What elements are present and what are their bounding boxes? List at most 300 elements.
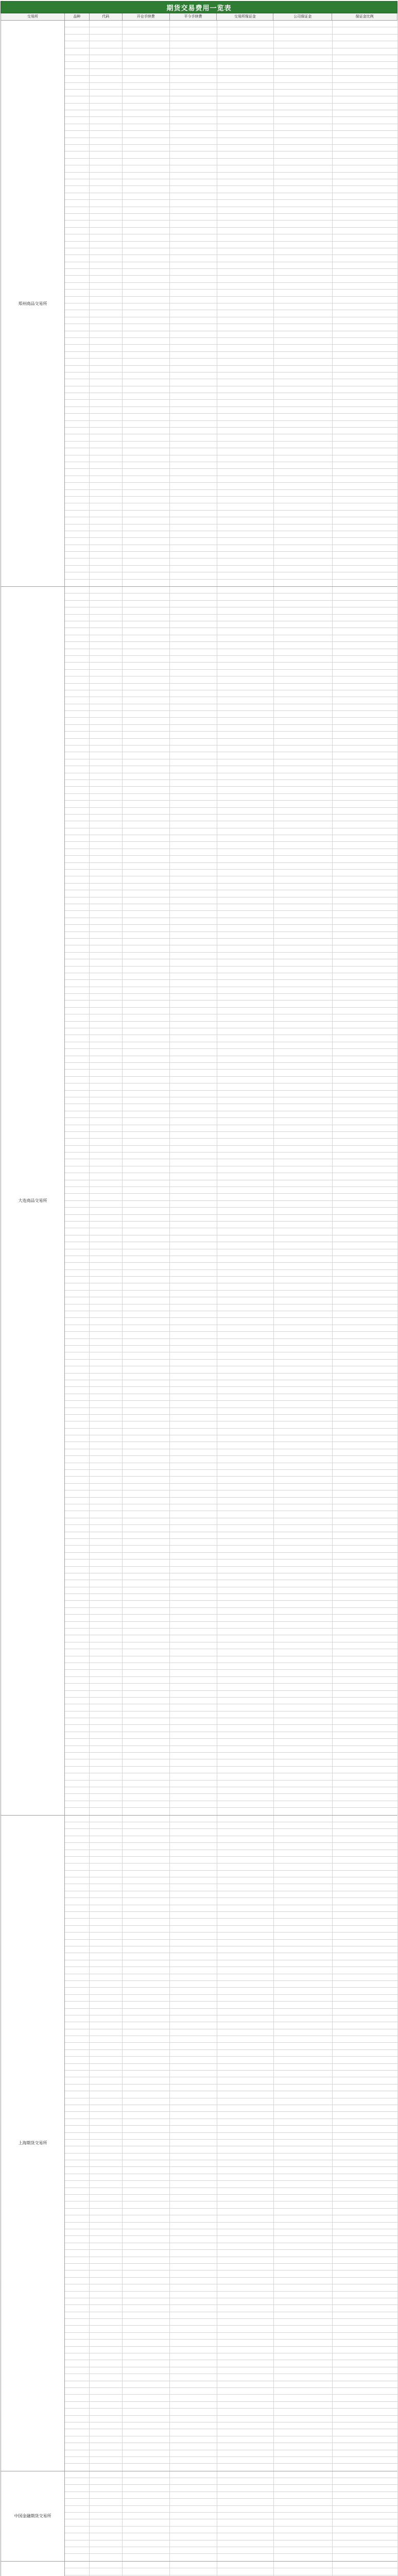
table-row — [65, 1014, 398, 1021]
cell-fee-close-today — [170, 2050, 217, 2056]
cell-product — [65, 1953, 90, 1959]
cell-fee-open — [123, 1104, 170, 1110]
cell-fee-open — [123, 2105, 170, 2111]
cell-fee-close-today — [170, 801, 217, 807]
cell-product — [65, 994, 90, 1000]
cell-margin-rate — [333, 1394, 398, 1400]
cell-margin-rate — [333, 766, 398, 772]
cell-fee-open — [123, 1297, 170, 1303]
cell-margin-rate — [333, 615, 398, 621]
cell-fee-open — [123, 870, 170, 876]
cell-margin-rate — [333, 1898, 398, 1904]
cell-product — [65, 2374, 90, 2380]
cell-margin-company — [274, 331, 333, 337]
cell-fee-open — [123, 2264, 170, 2270]
cell-margin-exchange — [217, 2513, 274, 2519]
cell-margin-company — [274, 317, 333, 324]
cell-margin-rate — [333, 656, 398, 662]
cell-margin-exchange — [217, 255, 274, 261]
cell-margin-company — [274, 739, 333, 745]
cell-fee-open — [123, 255, 170, 261]
cell-margin-rate — [333, 1097, 398, 1104]
table-row — [65, 1374, 398, 1380]
table-row — [65, 145, 398, 151]
cell-margin-exchange — [217, 1097, 274, 1104]
cell-margin-exchange — [217, 690, 274, 697]
cell-margin-rate — [333, 1449, 398, 1455]
cell-margin-exchange — [217, 1001, 274, 1007]
cell-product — [65, 2002, 90, 2008]
cell-fee-open — [123, 476, 170, 482]
cell-product — [65, 297, 90, 303]
cell-fee-open — [123, 1194, 170, 1200]
cell-margin-company — [274, 2292, 333, 2298]
cell-product — [65, 2367, 90, 2374]
cell-margin-exchange — [217, 2443, 274, 2449]
cell-margin-exchange — [217, 1711, 274, 1718]
cell-fee-open — [123, 2547, 170, 2553]
cell-fee-open — [123, 242, 170, 248]
cell-fee-open — [123, 2298, 170, 2304]
cell-margin-company — [274, 1808, 333, 1815]
table-row — [65, 442, 398, 448]
table-row — [65, 165, 398, 172]
cell-product — [65, 890, 90, 896]
cell-fee-close-today — [170, 1449, 217, 1455]
cell-margin-company — [274, 2395, 333, 2401]
cell-margin-company — [274, 1698, 333, 1704]
cell-fee-open — [123, 2257, 170, 2263]
cell-product — [65, 2057, 90, 2063]
cell-margin-company — [274, 2036, 333, 2042]
cell-margin-company — [274, 1518, 333, 1524]
cell-code — [90, 1277, 123, 1283]
cell-fee-open — [123, 421, 170, 427]
table-row — [65, 2223, 398, 2229]
cell-code — [90, 580, 123, 586]
cell-fee-close-today — [170, 2215, 217, 2222]
cell-margin-exchange — [217, 863, 274, 869]
cell-margin-exchange — [217, 1759, 274, 1766]
cell-margin-company — [274, 2167, 333, 2173]
cell-margin-rate — [333, 1035, 398, 1041]
cell-margin-exchange — [217, 1484, 274, 1490]
cell-code — [90, 725, 123, 731]
cell-margin-rate — [333, 1940, 398, 1946]
cell-fee-close-today — [170, 159, 217, 165]
table-row — [65, 1794, 398, 1801]
cell-fee-open — [123, 62, 170, 68]
table-row — [65, 2319, 398, 2326]
cell-code — [90, 2409, 123, 2415]
cell-margin-rate — [333, 663, 398, 669]
cell-fee-open — [123, 739, 170, 745]
table-row — [65, 476, 398, 483]
cell-fee-close-today — [170, 193, 217, 199]
cell-margin-company — [274, 1891, 333, 1897]
cell-fee-open — [123, 601, 170, 607]
cell-margin-company — [274, 228, 333, 234]
table-row — [65, 711, 398, 718]
cell-fee-open — [123, 83, 170, 89]
cell-margin-rate — [333, 234, 398, 241]
cell-fee-close-today — [170, 1759, 217, 1766]
cell-fee-open — [123, 2367, 170, 2374]
table-row — [65, 2036, 398, 2043]
cell-product — [65, 1228, 90, 1234]
cell-code — [90, 2257, 123, 2263]
cell-fee-open — [123, 759, 170, 766]
cell-margin-exchange — [217, 2015, 274, 2022]
table-row — [65, 1346, 398, 1352]
table-row — [65, 228, 398, 234]
table-row — [65, 2250, 398, 2257]
cell-product — [65, 2112, 90, 2118]
cell-product — [65, 835, 90, 841]
table-row — [65, 1663, 398, 1670]
cell-product — [65, 2478, 90, 2484]
cell-product — [65, 317, 90, 324]
cell-fee-open — [123, 2429, 170, 2435]
table-row — [65, 697, 398, 704]
cell-code — [90, 1394, 123, 1400]
cell-product — [65, 1449, 90, 1455]
cell-margin-rate — [333, 1926, 398, 1932]
cell-product — [65, 945, 90, 952]
cell-fee-close-today — [170, 628, 217, 634]
table-row — [65, 1352, 398, 1359]
table-row — [65, 849, 398, 856]
cell-fee-close-today — [170, 987, 217, 993]
cell-product — [65, 925, 90, 931]
cell-margin-exchange — [217, 1995, 274, 2001]
cell-margin-exchange — [217, 2029, 274, 2036]
cell-product — [65, 615, 90, 621]
cell-product — [65, 704, 90, 710]
cell-fee-close-today — [170, 2519, 217, 2526]
cell-fee-open — [123, 1201, 170, 1207]
cell-fee-open — [123, 490, 170, 496]
table-row — [65, 90, 398, 96]
cell-fee-open — [123, 1794, 170, 1800]
cell-product — [65, 732, 90, 738]
cell-fee-open — [123, 1049, 170, 1055]
cell-margin-exchange — [217, 2098, 274, 2105]
cell-product — [65, 1539, 90, 1545]
cell-code — [90, 352, 123, 358]
cell-product — [65, 242, 90, 248]
cell-code — [90, 1739, 123, 1745]
cell-product — [65, 870, 90, 876]
cell-margin-company — [274, 1014, 333, 1021]
cell-product — [65, 55, 90, 61]
cell-margin-exchange — [217, 2326, 274, 2332]
cell-product — [65, 21, 90, 27]
cell-margin-company — [274, 1208, 333, 1214]
cell-fee-close-today — [170, 808, 217, 814]
cell-fee-open — [123, 269, 170, 275]
cell-margin-company — [274, 428, 333, 434]
cell-margin-rate — [333, 1884, 398, 1890]
cell-margin-company — [274, 656, 333, 662]
cell-fee-close-today — [170, 200, 217, 206]
cell-fee-open — [123, 1028, 170, 1035]
cell-fee-open — [123, 1380, 170, 1386]
cell-product — [65, 359, 90, 365]
cell-fee-open — [123, 400, 170, 406]
cell-margin-rate — [333, 221, 398, 227]
cell-fee-open — [123, 1995, 170, 2001]
cell-code — [90, 27, 123, 33]
cell-product — [65, 2443, 90, 2449]
cell-margin-rate — [333, 2527, 398, 2533]
cell-margin-rate — [333, 1511, 398, 1517]
cell-margin-rate — [333, 1374, 398, 1380]
cell-margin-rate — [333, 2347, 398, 2353]
cell-margin-rate — [333, 676, 398, 683]
cell-fee-open — [123, 2485, 170, 2491]
cell-fee-close-today — [170, 2326, 217, 2332]
cell-product — [65, 676, 90, 683]
cell-product — [65, 338, 90, 344]
cell-code — [90, 973, 123, 979]
cell-fee-open — [123, 538, 170, 544]
cell-fee-close-today — [170, 1732, 217, 1738]
cell-margin-company — [274, 324, 333, 330]
cell-code — [90, 1166, 123, 1173]
cell-margin-company — [274, 1759, 333, 1766]
cell-margin-rate — [333, 939, 398, 945]
cell-margin-exchange — [217, 932, 274, 938]
cell-fee-open — [123, 2140, 170, 2146]
cell-margin-rate — [333, 973, 398, 979]
cell-margin-rate — [333, 331, 398, 337]
table-row — [65, 876, 398, 883]
cell-margin-rate — [333, 2250, 398, 2256]
table-row — [65, 1933, 398, 1939]
cell-product — [65, 1871, 90, 1877]
table-row — [65, 2015, 398, 2022]
cell-margin-exchange — [217, 2298, 274, 2304]
cell-margin-exchange — [217, 732, 274, 738]
cell-margin-rate — [333, 324, 398, 330]
cell-margin-company — [274, 725, 333, 731]
table-row — [65, 1146, 398, 1153]
cell-code — [90, 2146, 123, 2153]
cell-fee-close-today — [170, 1850, 217, 1856]
cell-margin-exchange — [217, 1560, 274, 1566]
cell-code — [90, 801, 123, 807]
cell-product — [65, 1995, 90, 2001]
cell-fee-close-today — [170, 62, 217, 68]
cell-fee-close-today — [170, 2562, 217, 2568]
cell-margin-rate — [333, 890, 398, 896]
cell-fee-open — [123, 1056, 170, 1062]
cell-fee-open — [123, 524, 170, 531]
cell-margin-rate — [333, 2146, 398, 2153]
cell-fee-open — [123, 317, 170, 324]
cell-margin-exchange — [217, 1877, 274, 1884]
cell-margin-company — [274, 1091, 333, 1097]
cell-margin-rate — [333, 1173, 398, 1179]
cell-margin-rate — [333, 2464, 398, 2470]
cell-fee-open — [123, 994, 170, 1000]
cell-margin-company — [274, 1049, 333, 1055]
table-row — [65, 1759, 398, 1766]
table-row — [65, 1787, 398, 1794]
cell-fee-close-today — [170, 379, 217, 385]
cell-margin-rate — [333, 290, 398, 296]
cell-product — [65, 400, 90, 406]
cell-margin-rate — [333, 953, 398, 959]
table-row — [65, 1194, 398, 1200]
cell-product — [65, 1125, 90, 1131]
cell-fee-close-today — [170, 2353, 217, 2360]
cell-fee-open — [123, 1601, 170, 1607]
table-row — [65, 1449, 398, 1456]
cell-margin-company — [274, 434, 333, 440]
cell-margin-company — [274, 2195, 333, 2201]
cell-margin-exchange — [217, 2126, 274, 2132]
cell-fee-close-today — [170, 828, 217, 835]
cell-product — [65, 1456, 90, 1462]
cell-product — [65, 2464, 90, 2470]
table-row — [65, 2513, 398, 2519]
cell-margin-rate — [333, 1974, 398, 1980]
cell-fee-close-today — [170, 117, 217, 123]
cell-margin-rate — [333, 1539, 398, 1545]
cell-margin-rate — [333, 503, 398, 510]
cell-product — [65, 1718, 90, 1724]
header-margin-company: 公司保证金 — [273, 13, 332, 20]
cell-fee-open — [123, 1139, 170, 1145]
cell-code — [90, 1498, 123, 1504]
cell-margin-exchange — [217, 1421, 274, 1428]
cell-fee-open — [123, 1725, 170, 1731]
cell-fee-open — [123, 1739, 170, 1745]
cell-margin-company — [274, 1449, 333, 1455]
cell-fee-open — [123, 780, 170, 786]
cell-margin-rate — [333, 55, 398, 61]
cell-fee-close-today — [170, 1001, 217, 1007]
cell-fee-close-today — [170, 2506, 217, 2512]
cell-fee-close-today — [170, 2471, 217, 2478]
cell-product — [65, 1429, 90, 1435]
table-row — [65, 1097, 398, 1104]
table-row — [65, 221, 398, 227]
table-row — [65, 911, 398, 918]
cell-product — [65, 2388, 90, 2394]
cell-fee-close-today — [170, 1132, 217, 1138]
cell-fee-open — [123, 35, 170, 41]
table-row — [65, 1442, 398, 1449]
cell-product — [65, 1360, 90, 1366]
cell-margin-rate — [333, 407, 398, 413]
cell-margin-exchange — [217, 345, 274, 351]
cell-fee-close-today — [170, 2374, 217, 2380]
cell-margin-exchange — [217, 2292, 274, 2298]
cell-margin-rate — [333, 1816, 398, 1822]
cell-margin-exchange — [217, 1366, 274, 1372]
cell-fee-close-today — [170, 967, 217, 973]
cell-margin-rate — [333, 558, 398, 565]
cell-code — [90, 2326, 123, 2332]
cell-fee-close-today — [170, 1594, 217, 1600]
cell-code — [90, 1063, 123, 1069]
cell-margin-exchange — [217, 83, 274, 89]
cell-product — [65, 1291, 90, 1297]
cell-margin-exchange — [217, 1656, 274, 1663]
cell-margin-rate — [333, 2126, 398, 2132]
cell-fee-close-today — [170, 469, 217, 475]
cell-code — [90, 1773, 123, 1780]
cell-fee-open — [123, 1470, 170, 1476]
cell-margin-rate — [333, 2036, 398, 2042]
cell-code — [90, 1988, 123, 1994]
cell-code — [90, 2229, 123, 2235]
cell-product — [65, 2312, 90, 2318]
table-row — [65, 1594, 398, 1601]
cell-margin-company — [274, 2091, 333, 2097]
cell-margin-exchange — [217, 980, 274, 986]
cell-code — [90, 1656, 123, 1663]
cell-product — [65, 193, 90, 199]
cell-fee-close-today — [170, 2478, 217, 2484]
cell-margin-rate — [333, 2450, 398, 2456]
cell-fee-open — [123, 1677, 170, 1683]
table-row — [65, 2388, 398, 2395]
cell-fee-open — [123, 1504, 170, 1511]
cell-fee-close-today — [170, 1960, 217, 1967]
cell-product — [65, 1201, 90, 1207]
cell-margin-rate — [333, 904, 398, 910]
cell-margin-exchange — [217, 1940, 274, 1946]
cell-margin-company — [274, 2174, 333, 2180]
cell-fee-close-today — [170, 1787, 217, 1793]
table-row — [65, 331, 398, 338]
cell-code — [90, 1553, 123, 1559]
table-row — [65, 511, 398, 517]
cell-fee-open — [123, 1429, 170, 1435]
cell-margin-company — [274, 2009, 333, 2015]
table-row — [65, 21, 398, 27]
cell-margin-exchange — [217, 1912, 274, 1918]
cell-margin-exchange — [217, 55, 274, 61]
cell-fee-close-today — [170, 642, 217, 648]
cell-margin-exchange — [217, 434, 274, 440]
cell-code — [90, 1670, 123, 1676]
cell-code — [90, 1008, 123, 1014]
cell-product — [65, 973, 90, 979]
cell-product — [65, 1739, 90, 1745]
cell-fee-open — [123, 117, 170, 123]
cell-fee-open — [123, 1332, 170, 1338]
cell-fee-open — [123, 1926, 170, 1932]
cell-margin-exchange — [217, 234, 274, 241]
cell-fee-close-today — [170, 594, 217, 600]
table-row — [65, 787, 398, 793]
cell-margin-company — [274, 1511, 333, 1517]
cell-margin-rate — [333, 1718, 398, 1724]
cell-fee-open — [123, 483, 170, 489]
cell-fee-close-today — [170, 359, 217, 365]
cell-product — [65, 1187, 90, 1193]
cell-margin-company — [274, 1877, 333, 1884]
cell-fee-close-today — [170, 2174, 217, 2180]
cell-fee-close-today — [170, 1097, 217, 1104]
cell-fee-open — [123, 372, 170, 379]
cell-fee-close-today — [170, 1615, 217, 1621]
